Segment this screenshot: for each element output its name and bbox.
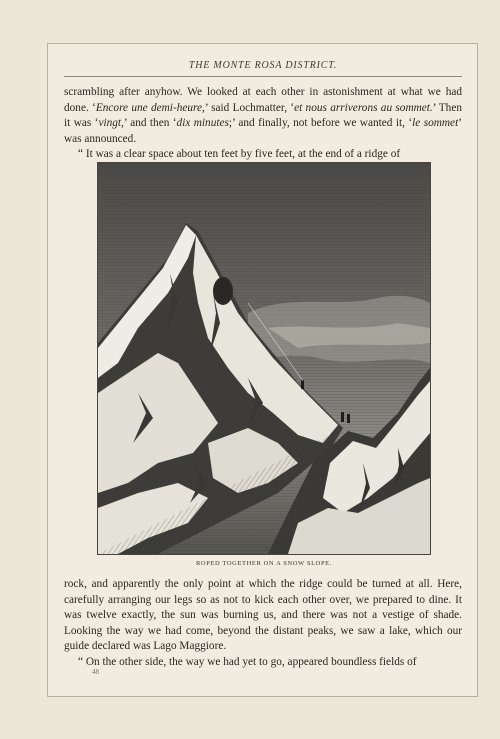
bottom-text-block [64, 577, 462, 671]
paragraph-3: rock, and apparently the only point at which the ridge could be turned at all. Here, carefully arranging our legs so as not to kick each other over, we prepared to dine. It was twelve exactly, the sun was burning us, and there was not a vestige of shade. Looking the way we had come, beyond the distant peaks, we saw a lake, which our guide declared was Lago Maggiore. [64, 578, 462, 653]
p1-text-g: ’ and then ‘ [123, 117, 177, 130]
p1-quote-vingt: vingt, [98, 117, 124, 130]
p1-text-k: ’ was announced. [64, 117, 462, 145]
engraving-illustration [97, 162, 431, 555]
paragraph-4: “ On the other side, the way we had yet to go, appeared boundless fields of [78, 655, 417, 668]
illustration-caption: ROPED TOGETHER ON A SNOW SLOPE. [196, 560, 332, 567]
p1-quote-le-sommet: le sommet [412, 117, 459, 130]
p1-quote-dix-minutes: dix minutes [176, 117, 229, 130]
running-head: THE MONTE ROSA DISTRICT. [188, 60, 338, 71]
p1-quote-encore: Encore une demi-heure, [95, 101, 205, 114]
paragraph-1 [64, 85, 462, 147]
page-number: 48 [92, 668, 99, 676]
p1-text-a: scrambling after anyhow. We looked at each other in astonishment at what we had done. ‘ [64, 86, 462, 114]
p1-text-e: ’ Then it was ‘ [64, 101, 462, 130]
p1-quote-sommet: et nous arriverons au sommet. [294, 101, 433, 114]
mountain-engraving [98, 163, 430, 554]
p1-text-c: ’ said Lochmatter, ‘ [204, 101, 295, 114]
header-rule [64, 76, 462, 77]
paragraph-2: “ It was a clear space about ten feet by five feet, at the end of a ridge of [78, 148, 401, 161]
p1-text-i: ;’ and finally, not before we wanted it, ‘ [228, 117, 413, 130]
top-text-block [64, 85, 462, 163]
